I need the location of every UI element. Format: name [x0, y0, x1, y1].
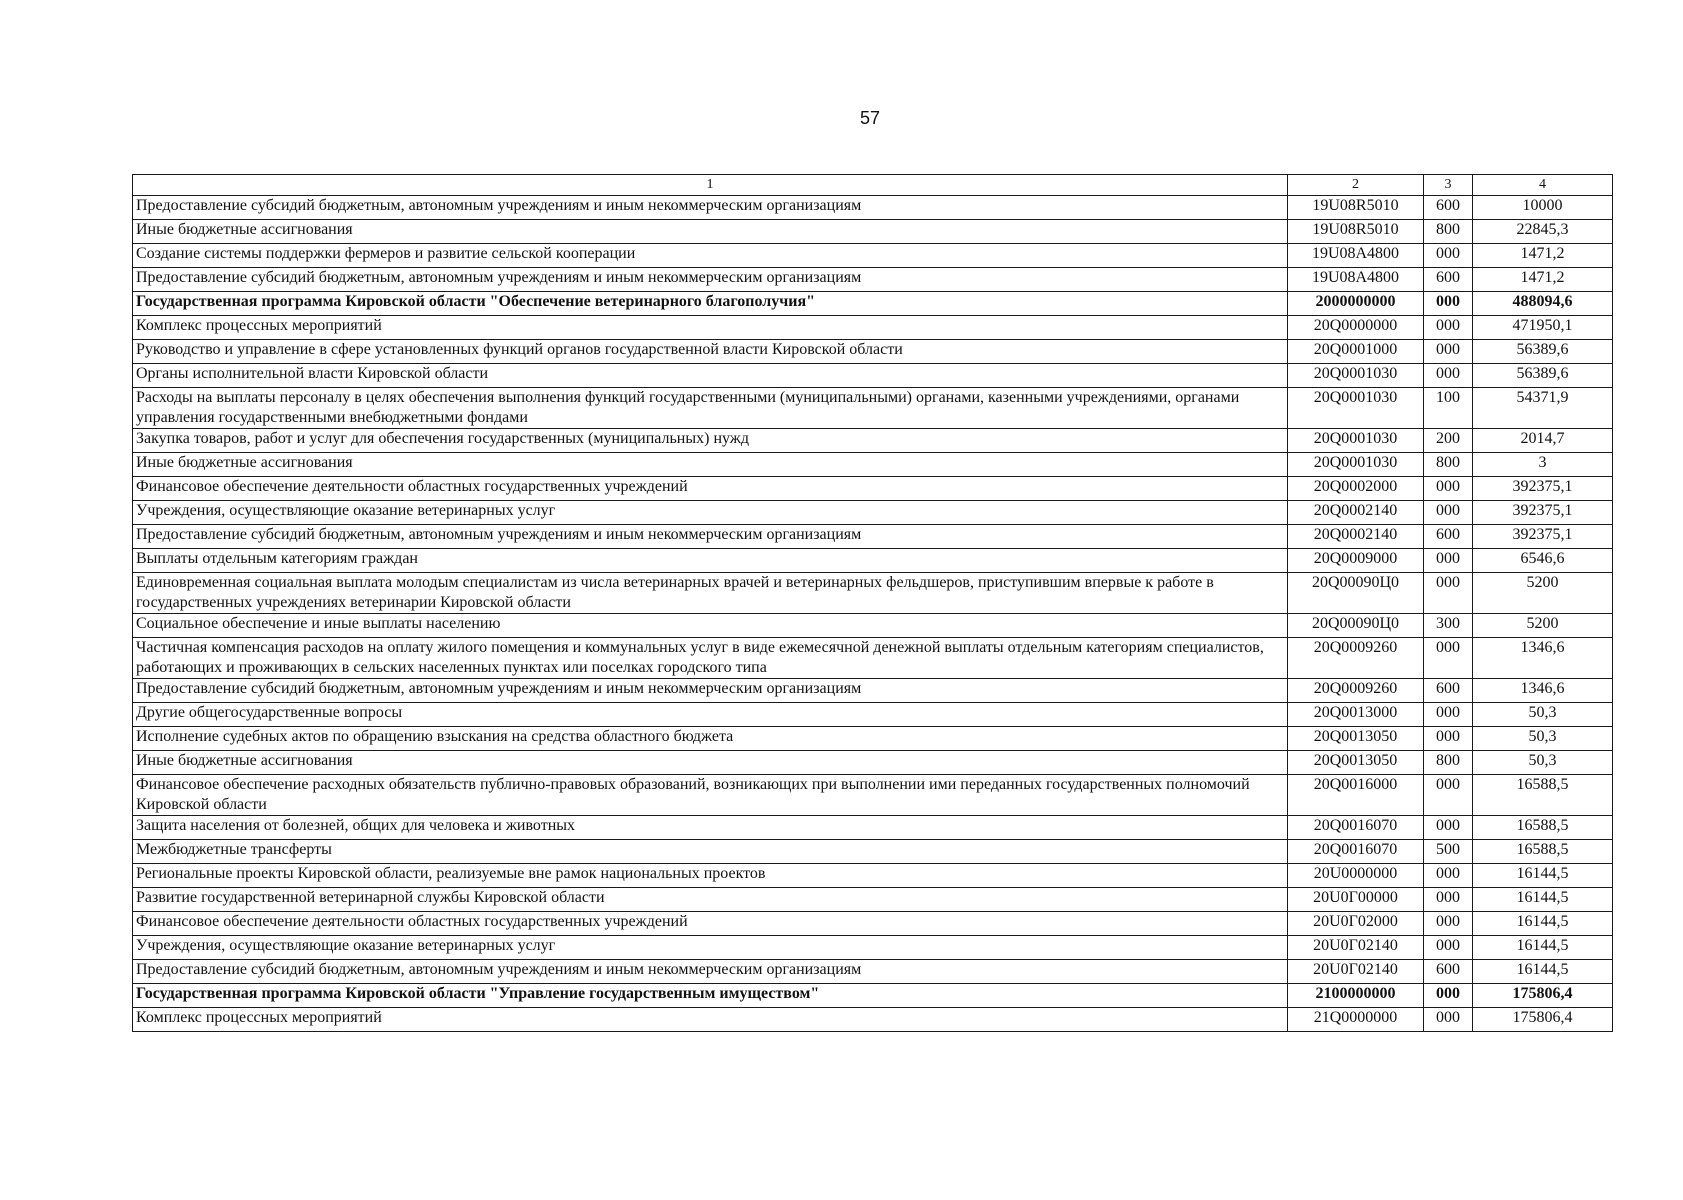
row-name-cell: Предоставление субсидий бюджетным, автономным учреждениям и иным некоммерческим организациям [133, 960, 1288, 984]
row-type-cell: 300 [1424, 614, 1473, 638]
table-row [133, 429, 1613, 453]
row-type-cell: 000 [1424, 1008, 1473, 1032]
row-code-cell: 2000000000 [1288, 292, 1424, 316]
table-row [133, 268, 1613, 292]
row-name-cell: Комплекс процессных мероприятий [133, 1008, 1288, 1032]
table-row [133, 388, 1613, 429]
row-name-cell: Предоставление субсидий бюджетным, автономным учреждениям и иным некоммерческим организациям [133, 525, 1288, 549]
row-code-cell: 20Q00090Ц0 [1288, 573, 1424, 614]
table-row [133, 936, 1613, 960]
row-code-cell: 20Q0009260 [1288, 638, 1424, 679]
row-code-cell: 20U0Г02140 [1288, 960, 1424, 984]
row-amount-cell: 56389,6 [1473, 364, 1613, 388]
column-header: 1 [133, 175, 1288, 196]
row-amount-cell: 392375,1 [1473, 501, 1613, 525]
row-code-cell: 20Q0013050 [1288, 727, 1424, 751]
column-header: 4 [1473, 175, 1613, 196]
row-code-cell: 19U08R5010 [1288, 196, 1424, 220]
row-code-cell: 20Q0013050 [1288, 751, 1424, 775]
row-type-cell: 000 [1424, 364, 1473, 388]
row-amount-cell: 22845,3 [1473, 220, 1613, 244]
row-code-cell: 20Q0002140 [1288, 525, 1424, 549]
table-row [133, 549, 1613, 573]
row-name-cell: Защита населения от болезней, общих для человека и животных [133, 816, 1288, 840]
row-type-cell: 000 [1424, 573, 1473, 614]
row-amount-cell: 50,3 [1473, 727, 1613, 751]
row-code-cell: 19U08A4800 [1288, 244, 1424, 268]
table-row [133, 960, 1613, 984]
row-type-cell: 600 [1424, 679, 1473, 703]
row-name-cell: Расходы на выплаты персоналу в целях обеспечения выполнения функций государственными (муниципальными) органами, казенными учреждениями, органами управления государственными внебюджетными фондами [133, 388, 1288, 429]
row-amount-cell: 16144,5 [1473, 864, 1613, 888]
row-amount-cell: 16588,5 [1473, 840, 1613, 864]
row-name-cell: Предоставление субсидий бюджетным, автономным учреждениям и иным некоммерческим организациям [133, 679, 1288, 703]
row-amount-cell: 1346,6 [1473, 638, 1613, 679]
row-type-cell: 100 [1424, 388, 1473, 429]
row-code-cell: 20Q0001030 [1288, 429, 1424, 453]
row-amount-cell: 6546,6 [1473, 549, 1613, 573]
row-type-cell: 600 [1424, 196, 1473, 220]
row-name-cell: Частичная компенсация расходов на оплату жилого помещения и коммунальных услуг в виде ежемесячной денежной выплаты отдельным категориям специалистов, работающих и проживающих в сельских населенных пунктах или поселках городского типа [133, 638, 1288, 679]
row-name-cell: Межбюджетные трансферты [133, 840, 1288, 864]
row-name-cell: Учреждения, осуществляющие оказание ветеринарных услуг [133, 501, 1288, 525]
row-code-cell: 20Q0001030 [1288, 453, 1424, 477]
row-amount-cell: 16588,5 [1473, 816, 1613, 840]
row-amount-cell: 175806,4 [1473, 984, 1613, 1008]
row-type-cell: 000 [1424, 703, 1473, 727]
column-header: 3 [1424, 175, 1473, 196]
row-type-cell: 200 [1424, 429, 1473, 453]
row-name-cell: Государственная программа Кировской области "Управление государственным имуществом" [133, 984, 1288, 1008]
row-name-cell: Развитие государственной ветеринарной службы Кировской области [133, 888, 1288, 912]
table-row [133, 1008, 1613, 1032]
row-name-cell: Предоставление субсидий бюджетным, автономным учреждениям и иным некоммерческим организациям [133, 196, 1288, 220]
row-name-cell: Комплекс процессных мероприятий [133, 316, 1288, 340]
table-row [133, 727, 1613, 751]
table-row [133, 888, 1613, 912]
row-type-cell: 000 [1424, 936, 1473, 960]
table-body [133, 175, 1613, 1032]
table-row [133, 816, 1613, 840]
row-type-cell: 000 [1424, 888, 1473, 912]
row-type-cell: 000 [1424, 984, 1473, 1008]
row-code-cell: 20Q0002140 [1288, 501, 1424, 525]
row-code-cell: 20Q0013000 [1288, 703, 1424, 727]
row-amount-cell: 16144,5 [1473, 960, 1613, 984]
page-number: 57 [859, 108, 881, 128]
table-row [133, 703, 1613, 727]
row-name-cell: Исполнение судебных актов по обращению взыскания на средства областного бюджета [133, 727, 1288, 751]
row-name-cell: Создание системы поддержки фермеров и развитие сельской кооперации [133, 244, 1288, 268]
row-type-cell: 000 [1424, 244, 1473, 268]
row-code-cell: 20Q0016070 [1288, 816, 1424, 840]
row-name-cell: Иные бюджетные ассигнования [133, 453, 1288, 477]
row-amount-cell: 16144,5 [1473, 936, 1613, 960]
row-name-cell: Органы исполнительной власти Кировской области [133, 364, 1288, 388]
row-type-cell: 800 [1424, 220, 1473, 244]
table-row [133, 292, 1613, 316]
table-row [133, 638, 1613, 679]
table-row [133, 196, 1613, 220]
table-row [133, 864, 1613, 888]
row-type-cell: 600 [1424, 960, 1473, 984]
row-amount-cell: 16144,5 [1473, 888, 1613, 912]
row-code-cell: 20Q0009260 [1288, 679, 1424, 703]
row-amount-cell: 175806,4 [1473, 1008, 1613, 1032]
row-type-cell: 000 [1424, 477, 1473, 501]
row-name-cell: Единовременная социальная выплата молодым специалистам из числа ветеринарных врачей и ветеринарных фельдшеров, приступившим впервые к работе в государственных учреждениях ветеринарии Кировской области [133, 573, 1288, 614]
table-row [133, 501, 1613, 525]
row-type-cell: 000 [1424, 549, 1473, 573]
row-name-cell: Социальное обеспечение и иные выплаты населению [133, 614, 1288, 638]
row-name-cell: Руководство и управление в сфере установленных функций органов государственной власти Кировской области [133, 340, 1288, 364]
row-amount-cell: 1471,2 [1473, 268, 1613, 292]
row-amount-cell: 54371,9 [1473, 388, 1613, 429]
row-amount-cell: 5200 [1473, 614, 1613, 638]
row-amount-cell: 488094,6 [1473, 292, 1613, 316]
table-row [133, 775, 1613, 816]
row-code-cell: 20U0Г00000 [1288, 888, 1424, 912]
row-code-cell: 20Q0002000 [1288, 477, 1424, 501]
row-amount-cell: 1346,6 [1473, 679, 1613, 703]
row-code-cell: 20Q0001000 [1288, 340, 1424, 364]
row-amount-cell: 50,3 [1473, 751, 1613, 775]
row-type-cell: 000 [1424, 912, 1473, 936]
row-code-cell: 20Q00090Ц0 [1288, 614, 1424, 638]
row-type-cell: 000 [1424, 775, 1473, 816]
row-type-cell: 600 [1424, 268, 1473, 292]
row-name-cell: Учреждения, осуществляющие оказание ветеринарных услуг [133, 936, 1288, 960]
row-code-cell: 2100000000 [1288, 984, 1424, 1008]
row-code-cell: 20Q0016000 [1288, 775, 1424, 816]
row-amount-cell: 10000 [1473, 196, 1613, 220]
row-code-cell: 20Q0009000 [1288, 549, 1424, 573]
table-header-row [133, 175, 1613, 196]
table-row [133, 340, 1613, 364]
row-amount-cell: 16144,5 [1473, 912, 1613, 936]
row-code-cell: 19U08R5010 [1288, 220, 1424, 244]
table-row [133, 220, 1613, 244]
row-name-cell: Иные бюджетные ассигнования [133, 220, 1288, 244]
table-row [133, 751, 1613, 775]
row-type-cell: 500 [1424, 840, 1473, 864]
row-code-cell: 20Q0016070 [1288, 840, 1424, 864]
row-amount-cell: 16588,5 [1473, 775, 1613, 816]
table-row [133, 614, 1613, 638]
row-amount-cell: 5200 [1473, 573, 1613, 614]
row-amount-cell: 1471,2 [1473, 244, 1613, 268]
table-row [133, 477, 1613, 501]
row-name-cell: Финансовое обеспечение деятельности областных государственных учреждений [133, 912, 1288, 936]
row-amount-cell: 56389,6 [1473, 340, 1613, 364]
row-type-cell: 000 [1424, 864, 1473, 888]
row-code-cell: 20U0Г02000 [1288, 912, 1424, 936]
row-type-cell: 000 [1424, 816, 1473, 840]
table-row [133, 316, 1613, 340]
row-type-cell: 000 [1424, 727, 1473, 751]
row-amount-cell: 392375,1 [1473, 525, 1613, 549]
row-name-cell: Выплаты отдельным категориям граждан [133, 549, 1288, 573]
row-name-cell: Иные бюджетные ассигнования [133, 751, 1288, 775]
table-row [133, 840, 1613, 864]
row-type-cell: 000 [1424, 316, 1473, 340]
row-amount-cell: 3 [1473, 453, 1613, 477]
table-row [133, 525, 1613, 549]
table-row [133, 244, 1613, 268]
row-amount-cell: 50,3 [1473, 703, 1613, 727]
row-amount-cell: 471950,1 [1473, 316, 1613, 340]
row-amount-cell: 2014,7 [1473, 429, 1613, 453]
row-code-cell: 20Q0001030 [1288, 388, 1424, 429]
row-name-cell: Финансовое обеспечение деятельности областных государственных учреждений [133, 477, 1288, 501]
row-name-cell: Государственная программа Кировской области "Обеспечение ветеринарного благополучия" [133, 292, 1288, 316]
row-type-cell: 600 [1424, 525, 1473, 549]
row-name-cell: Финансовое обеспечение расходных обязательств публично-правовых образований, возникающих при выполнении ими переданных государственных полномочий Кировской области [133, 775, 1288, 816]
budget-table [132, 174, 1613, 1032]
row-name-cell: Региональные проекты Кировской области, реализуемые вне рамок национальных проектов [133, 864, 1288, 888]
table-row [133, 679, 1613, 703]
row-name-cell: Закупка товаров, работ и услуг для обеспечения государственных (муниципальных) нужд [133, 429, 1288, 453]
row-type-cell: 800 [1424, 751, 1473, 775]
row-name-cell: Предоставление субсидий бюджетным, автономным учреждениям и иным некоммерческим организациям [133, 268, 1288, 292]
row-amount-cell: 392375,1 [1473, 477, 1613, 501]
row-type-cell: 000 [1424, 340, 1473, 364]
row-name-cell: Другие общегосударственные вопросы [133, 703, 1288, 727]
row-type-cell: 800 [1424, 453, 1473, 477]
row-code-cell: 21Q0000000 [1288, 1008, 1424, 1032]
table-row [133, 364, 1613, 388]
row-type-cell: 000 [1424, 638, 1473, 679]
row-code-cell: 20Q0000000 [1288, 316, 1424, 340]
column-header: 2 [1288, 175, 1424, 196]
table-row [133, 453, 1613, 477]
table-row [133, 912, 1613, 936]
row-code-cell: 20U0Г02140 [1288, 936, 1424, 960]
row-code-cell: 19U08A4800 [1288, 268, 1424, 292]
table-row [133, 573, 1613, 614]
row-code-cell: 20Q0001030 [1288, 364, 1424, 388]
row-type-cell: 000 [1424, 292, 1473, 316]
row-type-cell: 000 [1424, 501, 1473, 525]
table-row [133, 984, 1613, 1008]
row-code-cell: 20U0000000 [1288, 864, 1424, 888]
